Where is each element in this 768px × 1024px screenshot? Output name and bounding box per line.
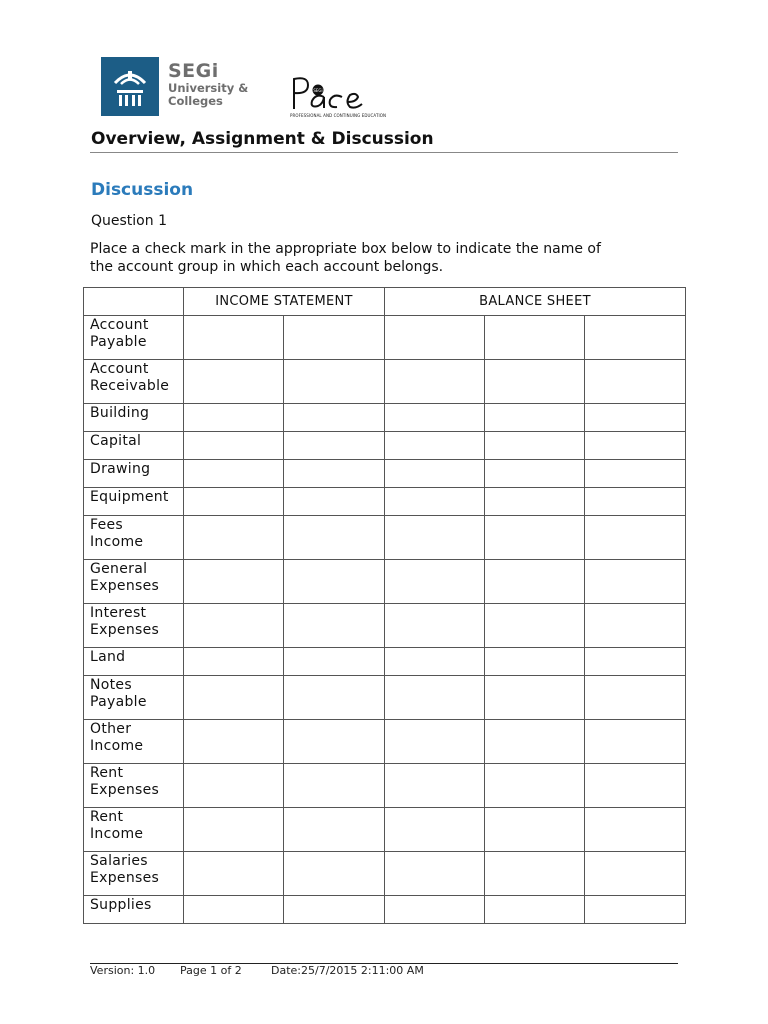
pace-badge: SEGi — [313, 88, 323, 93]
footer-page: Page 1 of 2 — [180, 964, 242, 977]
segi-building-icon — [101, 57, 159, 116]
check-box-cell[interactable] — [184, 896, 284, 924]
account-name-cell — [84, 896, 184, 924]
check-box-cell[interactable] — [184, 720, 284, 764]
check-box-cell[interactable] — [284, 852, 385, 896]
table-row — [84, 720, 686, 764]
account-name-line: Account — [90, 317, 149, 333]
account-name-line: Land — [90, 649, 126, 665]
check-box-cell[interactable] — [385, 432, 485, 460]
table-row — [84, 360, 686, 404]
check-box-cell[interactable] — [385, 516, 485, 560]
pace-subtitle: PROFESSIONAL AND CONTINUING EDUCATION — [290, 113, 387, 118]
check-box-cell[interactable] — [184, 648, 284, 676]
account-name-line: Drawing — [90, 461, 151, 477]
account-name-cell — [84, 764, 184, 808]
check-box-cell[interactable] — [485, 808, 585, 852]
table-row — [84, 516, 686, 560]
account-name-line: Expenses — [90, 870, 160, 886]
segi-sub-1: University & — [168, 81, 249, 95]
check-box-cell[interactable] — [284, 604, 385, 648]
section-heading: Discussion — [91, 180, 194, 200]
account-name-cell — [84, 316, 184, 360]
check-box-cell[interactable] — [184, 404, 284, 432]
account-name-line: Capital — [90, 433, 142, 449]
account-table — [83, 287, 686, 924]
account-name-line: Expenses — [90, 782, 160, 798]
table-row — [84, 560, 686, 604]
account-name-line: Building — [90, 405, 150, 421]
account-name-line: Rent — [90, 809, 124, 825]
check-box-cell[interactable] — [385, 720, 485, 764]
check-box-cell[interactable] — [385, 404, 485, 432]
check-box-cell[interactable] — [485, 676, 585, 720]
check-box-cell[interactable] — [585, 404, 686, 432]
header-blank-cell — [84, 288, 184, 316]
check-box-cell[interactable] — [485, 852, 585, 896]
check-box-cell[interactable] — [385, 648, 485, 676]
segi-sub-2: Colleges — [168, 94, 223, 108]
check-box-cell[interactable] — [184, 460, 284, 488]
account-name-line: Expenses — [90, 622, 160, 638]
check-box-cell[interactable] — [485, 404, 585, 432]
account-name-cell — [84, 676, 184, 720]
table-header-row — [84, 288, 686, 316]
check-box-cell[interactable] — [485, 488, 585, 516]
account-name-line: Income — [90, 738, 144, 754]
check-box-cell[interactable] — [284, 460, 385, 488]
header-income-statement: INCOME STATEMENT — [184, 288, 385, 316]
check-box-cell[interactable] — [385, 360, 485, 404]
segi-name: SEGi — [168, 60, 219, 82]
question-label: Question 1 — [91, 213, 167, 229]
table-row — [84, 488, 686, 516]
account-name-line: Rent — [90, 765, 124, 781]
footer-version: Version: 1.0 — [90, 964, 156, 977]
check-box-cell[interactable] — [284, 516, 385, 560]
account-name-cell — [84, 852, 184, 896]
check-box-cell[interactable] — [284, 560, 385, 604]
table-row — [84, 852, 686, 896]
check-box-cell[interactable] — [585, 516, 686, 560]
account-name-line: Receivable — [90, 378, 170, 394]
check-box-cell[interactable] — [184, 560, 284, 604]
check-box-cell[interactable] — [284, 808, 385, 852]
table-row — [84, 432, 686, 460]
check-box-cell[interactable] — [485, 720, 585, 764]
check-box-cell[interactable] — [184, 516, 284, 560]
account-name-cell — [84, 604, 184, 648]
check-box-cell[interactable] — [585, 852, 686, 896]
document-title: Overview, Assignment & Discussion — [91, 129, 434, 149]
check-box-cell[interactable] — [284, 720, 385, 764]
check-box-cell[interactable] — [485, 604, 585, 648]
account-name-line: Salaries — [90, 853, 148, 869]
check-box-cell[interactable] — [184, 432, 284, 460]
check-box-cell[interactable] — [184, 852, 284, 896]
check-box-cell[interactable] — [585, 896, 686, 924]
check-box-cell[interactable] — [385, 316, 485, 360]
footer-date: Date:25/7/2015 2:11:00 AM — [271, 964, 424, 977]
table-row — [84, 404, 686, 432]
account-name-cell — [84, 516, 184, 560]
table-row — [84, 316, 686, 360]
check-box-cell[interactable] — [284, 360, 385, 404]
account-name-cell — [84, 808, 184, 852]
check-box-cell[interactable] — [585, 460, 686, 488]
check-box-cell[interactable] — [284, 676, 385, 720]
check-box-cell[interactable] — [585, 764, 686, 808]
account-name-line: Other — [90, 721, 132, 737]
check-box-cell[interactable] — [585, 488, 686, 516]
check-box-cell[interactable] — [284, 488, 385, 516]
check-box-cell[interactable] — [184, 808, 284, 852]
check-box-cell[interactable] — [385, 460, 485, 488]
header-balance-sheet: BALANCE SHEET — [385, 288, 686, 316]
table-row — [84, 896, 686, 924]
account-name-cell — [84, 360, 184, 404]
check-box-cell[interactable] — [485, 360, 585, 404]
account-name-cell — [84, 404, 184, 432]
check-box-cell[interactable] — [385, 852, 485, 896]
check-box-cell[interactable] — [485, 896, 585, 924]
check-box-cell[interactable] — [585, 316, 686, 360]
account-name-line: Income — [90, 826, 144, 842]
check-box-cell[interactable] — [485, 648, 585, 676]
check-box-cell[interactable] — [284, 432, 385, 460]
check-box-cell[interactable] — [184, 764, 284, 808]
account-name-cell — [84, 460, 184, 488]
account-name-cell — [84, 648, 184, 676]
check-box-cell[interactable] — [485, 764, 585, 808]
account-name-line: Equipment — [90, 489, 169, 505]
table-row — [84, 808, 686, 852]
check-box-cell[interactable] — [184, 604, 284, 648]
check-box-cell[interactable] — [485, 516, 585, 560]
instructions: Place a check mark in the appropriate box below to indicate the name of the account group in which each account belongs. — [90, 241, 601, 275]
check-box-cell[interactable] — [385, 808, 485, 852]
account-name-line: Interest — [90, 605, 147, 621]
check-box-cell[interactable] — [184, 488, 284, 516]
account-name-line: General — [90, 561, 148, 577]
pace-wordmark-icon — [290, 73, 378, 115]
account-name-line: Fees — [90, 517, 124, 533]
check-box-cell[interactable] — [585, 360, 686, 404]
check-box-cell[interactable] — [585, 604, 686, 648]
check-box-cell[interactable] — [284, 896, 385, 924]
check-box-cell[interactable] — [385, 896, 485, 924]
account-name-line: Supplies — [90, 897, 152, 913]
check-box-cell[interactable] — [485, 432, 585, 460]
segi-logo — [101, 57, 248, 116]
check-box-cell[interactable] — [284, 404, 385, 432]
account-name-line: Notes — [90, 677, 132, 693]
check-box-cell[interactable] — [585, 808, 686, 852]
account-name-cell — [84, 560, 184, 604]
check-box-cell[interactable] — [385, 764, 485, 808]
check-box-cell[interactable] — [184, 676, 284, 720]
table-row — [84, 764, 686, 808]
check-box-cell[interactable] — [585, 676, 686, 720]
account-name-line: Account — [90, 361, 149, 377]
account-name-cell — [84, 432, 184, 460]
check-box-cell[interactable] — [485, 316, 585, 360]
check-box-cell[interactable] — [284, 316, 385, 360]
account-name-line: Payable — [90, 334, 147, 350]
account-name-line: Expenses — [90, 578, 160, 594]
table-row — [84, 648, 686, 676]
check-box-cell[interactable] — [385, 560, 485, 604]
account-name-cell — [84, 720, 184, 764]
pace-logo — [290, 73, 387, 119]
title-divider — [90, 152, 678, 153]
check-box-cell[interactable] — [385, 604, 485, 648]
account-name-line: Income — [90, 534, 144, 550]
account-name-line: Payable — [90, 694, 147, 710]
table-row — [84, 604, 686, 648]
check-box-cell[interactable] — [485, 560, 585, 604]
check-box-cell[interactable] — [585, 720, 686, 764]
check-box-cell[interactable] — [284, 648, 385, 676]
account-name-cell — [84, 488, 184, 516]
check-box-cell[interactable] — [184, 360, 284, 404]
check-box-cell[interactable] — [184, 316, 284, 360]
table-row — [84, 460, 686, 488]
check-box-cell[interactable] — [585, 648, 686, 676]
check-box-cell[interactable] — [385, 488, 485, 516]
check-box-cell[interactable] — [585, 432, 686, 460]
check-box-cell[interactable] — [284, 764, 385, 808]
check-box-cell[interactable] — [585, 560, 686, 604]
check-box-cell[interactable] — [385, 676, 485, 720]
table-row — [84, 676, 686, 720]
check-box-cell[interactable] — [485, 460, 585, 488]
